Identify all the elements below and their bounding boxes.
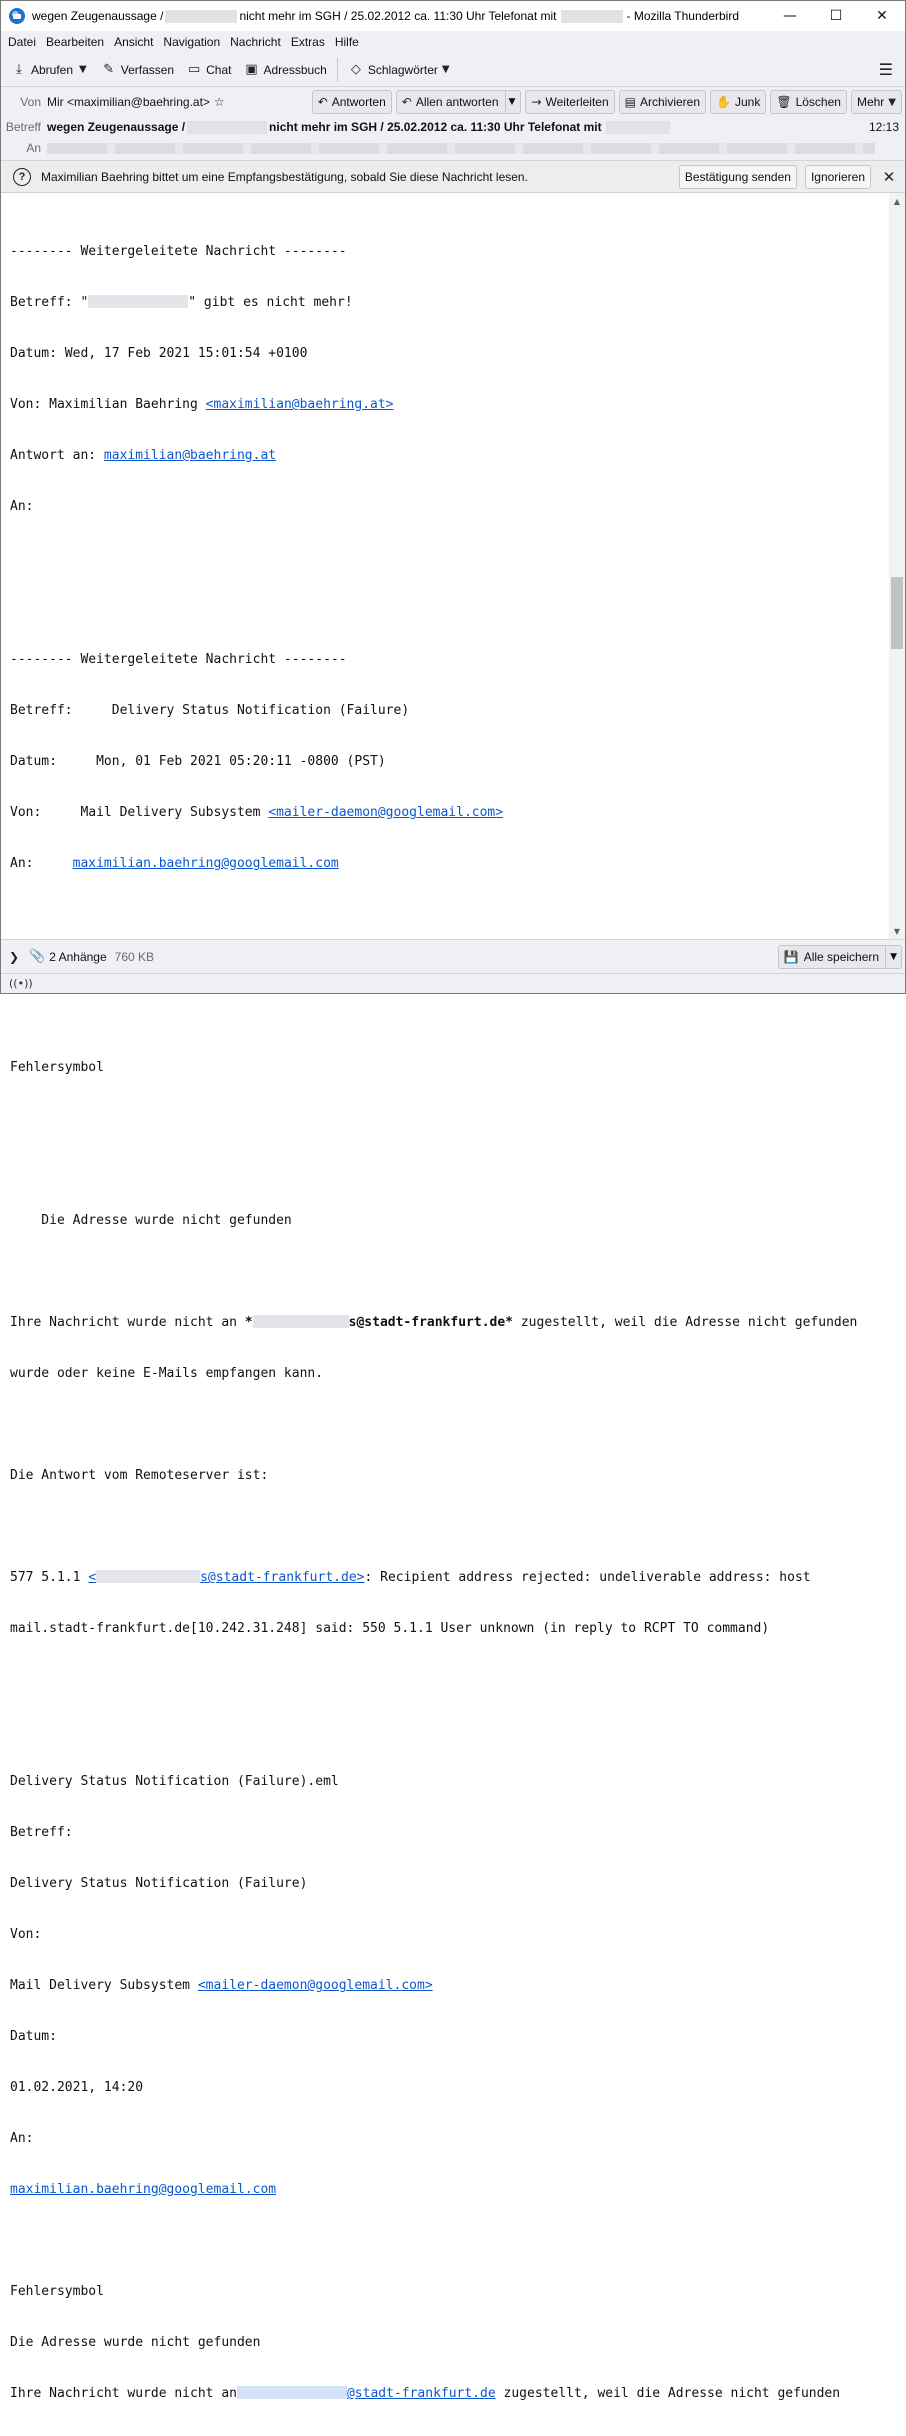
blank-line [10,1518,880,1535]
chevron-down-icon[interactable]: ▼ [885,946,901,968]
forward-separator: -------- Weitergeleitete Nachricht -------- [10,652,347,667]
blank-line [10,1161,880,1178]
star-icon[interactable]: ☆ [213,95,225,109]
address-book-button[interactable] [237,57,332,83]
toolbar-separator [337,58,338,82]
blank-line [10,1110,880,1127]
smtp-line-1 [10,1569,880,1586]
online-status-icon[interactable]: ((•)) [9,977,33,990]
attachment-count[interactable]: 2 Anhänge [49,949,107,964]
chevron-down-icon: ▼ [888,96,896,108]
smtp-link-b: s@stadt-frankfurt.de> [200,1570,365,1585]
vertical-scrollbar[interactable] [889,193,905,939]
header-subject-row [1,117,905,137]
eml-to-link[interactable]: maximilian.baehring@googlemail.com [10,2182,277,2197]
attachment-size: 760 KB [114,949,155,964]
menu-ansicht[interactable]: Ansicht [114,35,154,49]
get-mail-button[interactable] [5,57,79,83]
menu-hilfe[interactable]: Hilfe [334,35,359,49]
status-bar [1,973,905,993]
tag-icon: ◇ [350,62,361,77]
fwd2-to-link[interactable]: maximilian.baehring@googlemail.com [72,856,339,871]
blank-line [10,549,880,566]
redacted-block [165,10,237,23]
fwd2-to [10,855,880,872]
chat-label: Chat [206,62,232,77]
download-icon: ⤓ [16,62,22,77]
fwd1-from-link[interactable]: <maximilian@baehring.at> [205,397,394,412]
fwd2-date: Datum: Mon, 01 Feb 2021 05:20:11 -0800 (PST) [10,754,386,769]
fwd2-to-label: An: [10,856,73,871]
receipt-notification-bar [1,161,905,193]
forward-label: Weiterleiten [545,95,609,109]
write-button[interactable] [95,57,180,83]
chat-bubble-icon: ▭ [187,62,201,77]
blank-line [10,906,880,923]
receipt-text: Maximilian Baehring bittet um eine Empfangsbestätigung, sobald Sie diese Nachricht lesen. [41,169,528,184]
delete-button[interactable] [770,90,847,114]
close-icon[interactable]: ✕ [882,167,896,186]
ignore-receipt-button[interactable]: Ignorieren [805,165,871,189]
eml-not-found: Die Adresse wurde nicht gefunden [10,2335,261,2350]
fwd2-from [10,804,880,821]
window-title-middle: nicht mehr im SGH / 25.02.2012 ca. 11:30 Uhr Telefonat mit [239,9,557,23]
subject-value [47,120,670,134]
question-icon: ? [13,168,31,186]
message-text [10,209,880,2436]
archive-icon: ▤ [624,95,636,109]
message-header [1,87,905,161]
smtp-a: 577 5.1.1 [10,1570,89,1585]
write-label: Verfassen [120,62,175,77]
not-found-heading: Die Adresse wurde nicht gefunden [10,1213,292,1228]
window-title [32,9,739,23]
fwd1-from [10,396,880,413]
fwd2-from-label: Von: Mail Delivery Subsystem [10,805,269,820]
blank-line [10,1671,880,1688]
notice-line-1 [10,1314,880,1331]
reply-all-button[interactable] [396,90,522,114]
smtp-b: : Recipient address rejected: undeliverable address: host [364,1570,811,1585]
smtp-link-a: < [88,1570,97,1585]
error-symbol-text: Fehlersymbol [10,1060,104,1075]
blank-line [10,1008,880,1025]
window-title-suffix: - Mozilla Thunderbird [626,9,739,23]
eml-notice-a: Ihre Nachricht wurde nicht an [10,2386,237,2401]
reply-all-icon: ↶ [401,95,412,109]
menu-bearbeiten[interactable]: Bearbeiten [46,35,105,49]
message-time: 12:13 [868,120,899,134]
eml-name: Delivery Status Notification (Failure).eml [10,1774,339,1789]
close-window-button[interactable]: ✕ [876,8,888,24]
junk-button[interactable] [710,90,766,114]
reply-button[interactable] [312,90,392,114]
maximize-button[interactable]: ☐ [829,8,843,24]
attachment-bar [1,939,905,973]
tags-label: Schlagwörter [367,62,438,77]
archive-button[interactable] [619,90,706,114]
send-receipt-button[interactable]: Bestätigung senden [679,165,797,189]
eml-notice-link[interactable] [237,2386,496,2401]
menu-bar [1,31,905,53]
address-book-label: Adressbuch [263,62,327,77]
tags-button[interactable] [342,57,456,83]
title-bar [1,1,905,31]
junk-icon: ✋ [716,95,731,109]
subject-prefix: wegen Zeugenaussage / [47,120,186,134]
eml-error-symbol: Fehlersymbol [10,2284,104,2299]
blank-line [10,1263,880,1280]
eml-from-link[interactable]: <mailer-daemon@googlemail.com> [197,1978,433,1993]
more-label: Mehr [856,95,885,109]
header-action-buttons [312,90,902,114]
redacted-block [96,1570,200,1583]
to-label: An [26,141,41,155]
eml-subject-label: Betreff: [10,1825,73,1840]
subject-middle: nicht mehr im SGH / 25.02.2012 ca. 11:30 Uhr Telefonat mit [269,120,602,134]
window-controls [767,1,905,31]
subject-label: Betreff [5,120,41,134]
menu-nachricht[interactable]: Nachricht [230,35,281,49]
chevron-down-icon[interactable]: ▼ [505,91,516,113]
eml-to [10,2181,880,2198]
notice-line-2: wurde oder keine E-Mails empfangen kann. [10,1366,324,1381]
redacted-block [561,10,623,23]
blank-line [10,2232,880,2249]
eml-date-label: Datum: [10,2029,57,2044]
save-all-label: Alle speichern [803,949,880,964]
scroll-down-icon[interactable]: ▼ [893,926,901,936]
notice-a: Ihre Nachricht wurde nicht an [10,1315,245,1330]
fwd1-reply-label: Antwort an: [10,448,104,463]
forward-button[interactable] [525,90,614,114]
header-from-row [1,89,905,115]
scrollbar-thumb[interactable] [891,577,903,649]
window-title-prefix: wegen Zeugenaussage / [32,9,164,23]
main-toolbar [1,53,905,87]
fwd1-subject-b: " gibt es nicht mehr! [188,295,353,310]
junk-label: Junk [734,95,761,109]
paperclip-icon: 📎 [29,949,46,964]
blank-line [10,1722,880,1739]
redacted-block [606,121,670,134]
reply-label: Antworten [331,95,386,109]
eml-subject: Delivery Status Notification (Failure) [10,1876,308,1891]
scroll-up-icon[interactable]: ▲ [893,196,901,206]
menu-datei[interactable]: Datei [8,35,37,49]
eml-from [10,1977,880,1994]
blank-line [10,600,880,617]
fwd2-subject: Betreff: Delivery Status Notification (Failure) [10,703,410,718]
save-icon: 💾 [783,949,799,964]
eml-notice-b: zugestellt, weil die Adresse nicht gefunden [495,2386,841,2401]
eml-notice [10,2385,880,2402]
eml-notice-link-text: @stadt-frankfurt.de [346,2386,496,2401]
chevron-right-icon[interactable]: ❯ [9,949,20,964]
delete-label: Löschen [795,95,841,109]
forward-separator: -------- Weitergeleitete Nachricht -------- [10,244,347,259]
archive-label: Archivieren [640,95,701,109]
fwd1-subject [10,294,880,311]
from-label: Von [20,95,41,109]
menu-extras[interactable]: Extras [290,35,325,49]
forward-icon: → [531,95,542,109]
thunderbird-app-icon [9,8,25,24]
redacted-block [187,121,267,134]
blank-line [10,1416,880,1433]
smtp-recipient-link[interactable] [88,1570,364,1585]
redacted-block [237,2386,347,2399]
chevron-down-icon: ▼ [441,64,450,75]
minimize-button[interactable]: — [783,8,797,24]
redacted-block [253,1315,349,1328]
app-menu-icon[interactable]: ☰ [878,60,893,79]
fwd1-reply-link[interactable]: maximilian@baehring.at [103,448,277,463]
fwd1-date: Datum: Wed, 17 Feb 2021 15:01:54 +0100 [10,346,308,361]
notice-b: zugestellt, weil die Adresse nicht gefunden [513,1315,858,1330]
eml-from-label: Von: [10,1927,42,1942]
fwd2-from-link[interactable]: <mailer-daemon@googlemail.com> [268,805,504,820]
save-all-button[interactable] [778,945,902,969]
eml-date: 01.02.2021, 14:20 [10,2080,144,2095]
trash-icon: 🗑 [776,95,792,109]
notice-bold-a: * [244,1315,253,1330]
redacted-recipients [47,143,875,154]
fwd1-reply-to [10,447,880,464]
header-to-row [1,139,905,157]
remote-answer: Die Antwort vom Remoteserver ist: [10,1468,269,1483]
from-value[interactable]: Mir <maximilian@baehring.at> [47,95,210,109]
notice-bold-b: s@stadt-frankfurt.de* [348,1315,514,1330]
receipt-buttons [671,165,905,189]
redacted-block [88,295,188,308]
chevron-down-icon[interactable]: ▼ [79,64,87,75]
menu-navigation[interactable]: Navigation [163,35,221,49]
reply-all-label: Allen antworten [415,95,499,109]
eml-to-label: An: [10,2131,34,2146]
get-mail-label: Abrufen [31,62,74,77]
fwd1-from-label: Von: Maximilian Baehring [10,397,206,412]
eml-from-a: Mail Delivery Subsystem [10,1978,198,1993]
address-book-icon: ▣ [245,62,258,77]
chat-button[interactable] [180,57,237,83]
reply-icon: ↶ [317,95,328,109]
fwd1-subject-a: Betreff: " [10,295,89,310]
fwd1-to: An: [10,499,34,514]
smtp-line-2: mail.stadt-frankfurt.de[10.242.31.248] said: 550 5.1.1 User unknown (in reply to RCPT TO command) [10,1621,770,1636]
pencil-icon: ✎ [103,62,115,77]
more-button[interactable] [851,90,902,114]
